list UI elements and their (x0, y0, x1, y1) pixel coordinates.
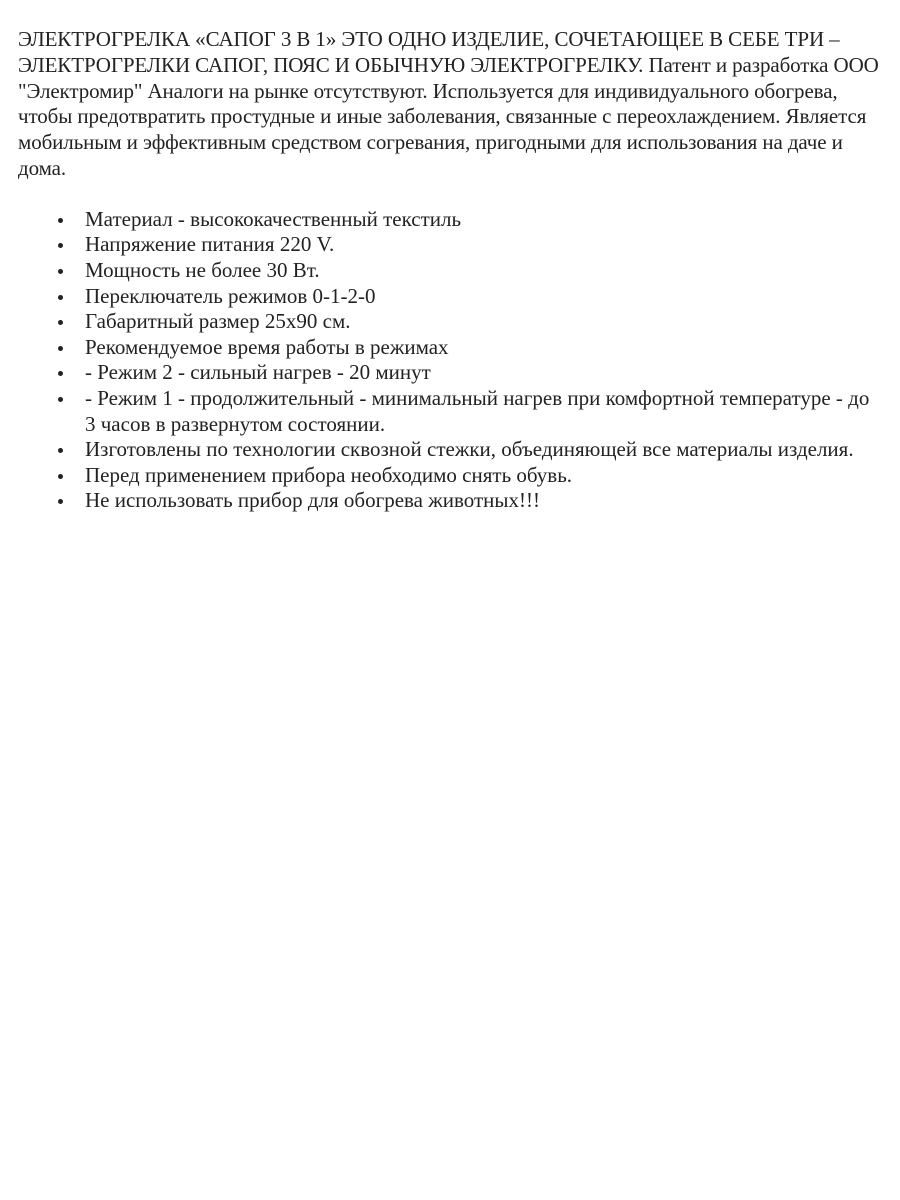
list-item-text: - Режим 1 - продолжительный - минимальный нагрев при комфортной температуре - до 3 часов в развернутом состоянии. (85, 385, 870, 436)
list-item-text: Перед применением прибора необходимо снять обувь. (85, 462, 573, 487)
bullet-icon (58, 295, 63, 300)
bullet-icon (58, 218, 63, 223)
intro-paragraph: ЭЛЕКТРОГРЕЛКА «САПОГ 3 В 1» ЭТО ОДНО ИЗДЕЛИЕ, СОЧЕТАЮЩЕЕ В СЕБЕ ТРИ – ЭЛЕКТРОГРЕЛКИ САПОГ, ПОЯС И ОБЫЧНУЮ ЭЛЕКТРОГРЕЛКУ. Патент и разработка ООО "Электромир" Аналоги на рынке отсутствуют. Используется для индивидуального обогрева, чтобы предотвратить простудные и иные заболевания, связанные с переохлаждением. Является мобильным и эффективным средством согревания, пригодными для использования на даче и дома. (18, 27, 879, 180)
feature-list (18, 207, 882, 514)
list-item-text: Переключатель режимов 0-1-2-0 (85, 283, 376, 308)
list-item (18, 335, 882, 361)
list-item-text: Не использовать прибор для обогрева животных!!! (85, 488, 540, 513)
list-item (18, 437, 882, 463)
bullet-icon (58, 269, 63, 274)
list-item (18, 488, 882, 514)
bullet-icon (58, 371, 63, 376)
bullet-icon (58, 320, 63, 325)
list-item-text: Материал - высококачественный текстиль (85, 206, 462, 231)
list-item (18, 207, 882, 233)
list-item (18, 284, 882, 310)
list-item (18, 232, 882, 258)
list-item-text: Изготовлены по технологии сквозной стежки, объединяющей все материалы изделия. (85, 437, 854, 462)
bullet-icon (58, 448, 63, 453)
list-item (18, 386, 882, 437)
bullet-icon (58, 499, 63, 504)
bullet-icon (58, 243, 63, 248)
list-item (18, 463, 882, 489)
list-item (18, 258, 882, 284)
list-item (18, 360, 882, 386)
list-item-text: Напряжение питания 220 V. (85, 232, 335, 257)
list-item-text: Мощность не более 30 Вт. (85, 257, 320, 282)
list-item (18, 309, 882, 335)
bullet-icon (58, 397, 63, 402)
bullet-icon (58, 474, 63, 479)
list-item-text: - Режим 2 - сильный нагрев - 20 минут (85, 360, 431, 385)
list-item-text: Рекомендуемое время работы в режимах (85, 334, 449, 359)
bullet-icon (58, 346, 63, 351)
list-item-text: Габаритный размер 25х90 см. (85, 309, 351, 334)
